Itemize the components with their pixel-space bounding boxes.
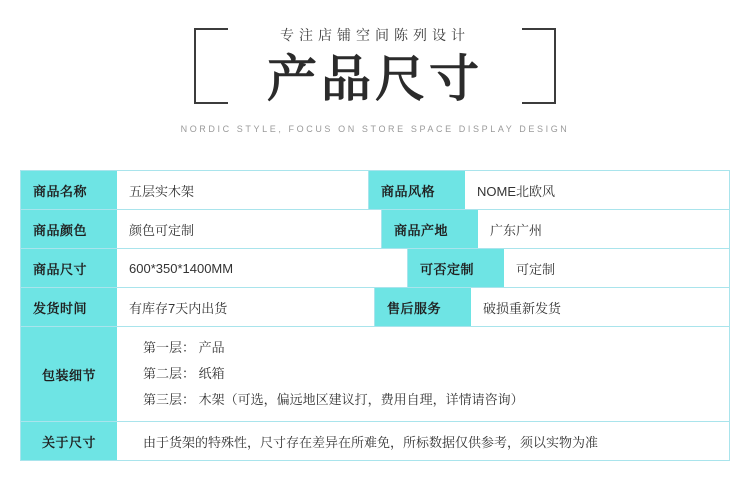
header-inner (180, 26, 570, 134)
row-label-product-style: 商品风格 (369, 171, 465, 209)
row-value-shipping-time: 有库存7天内出货 (117, 288, 375, 326)
row-label-product-color: 商品颜色 (21, 210, 117, 248)
bracket-left-decoration (194, 28, 228, 104)
page-title: 产品尺寸 (267, 51, 483, 107)
row-label-size-note: 关于尺寸 (21, 422, 117, 460)
spec-table (20, 170, 730, 461)
page-header (0, 0, 750, 170)
table-row-packaging (21, 327, 729, 422)
row-label-after-sales: 售后服务 (375, 288, 471, 326)
list-item: 第一层： 产品 (143, 340, 225, 355)
row-value-customizable: 可定制 (504, 249, 729, 287)
row-value-product-style: NOME北欧风 (465, 171, 729, 209)
row-label-packaging: 包装细节 (21, 327, 117, 421)
packaging-detail-list (117, 327, 729, 421)
row-value-size-note: 由于货架的特殊性，尺寸存在差异在所难免，所标数据仅供参考，须以实物为准 (117, 422, 729, 460)
row-label-product-name: 商品名称 (21, 171, 117, 209)
table-row (21, 288, 729, 327)
row-value-after-sales: 破损重新发货 (471, 288, 729, 326)
row-label-shipping-time: 发货时间 (21, 288, 117, 326)
table-row (21, 249, 729, 288)
header-subtitle-en: NORDIC STYLE, FOCUS ON STORE SPACE DISPLAY DESIGN (180, 124, 570, 134)
table-row-size-note (21, 422, 729, 461)
list-item: 第三层： 木架（可选，偏远地区建议打，费用自理，详情请咨询） (143, 392, 524, 407)
row-label-product-origin: 商品产地 (382, 210, 478, 248)
bracket-right-decoration (522, 28, 556, 104)
row-value-product-name: 五层实木架 (117, 171, 369, 209)
row-label-product-size: 商品尺寸 (21, 249, 117, 287)
row-value-product-origin: 广东广州 (478, 210, 729, 248)
row-label-customizable: 可否定制 (408, 249, 504, 287)
row-value-product-color: 颜色可定制 (117, 210, 382, 248)
list-item: 第二层： 纸箱 (143, 366, 225, 381)
table-row (21, 210, 729, 249)
header-subtitle-cn: 专注店铺空间陈列设计 (280, 27, 470, 43)
table-row (21, 171, 729, 210)
row-value-product-size: 600*350*1400MM (117, 249, 408, 287)
